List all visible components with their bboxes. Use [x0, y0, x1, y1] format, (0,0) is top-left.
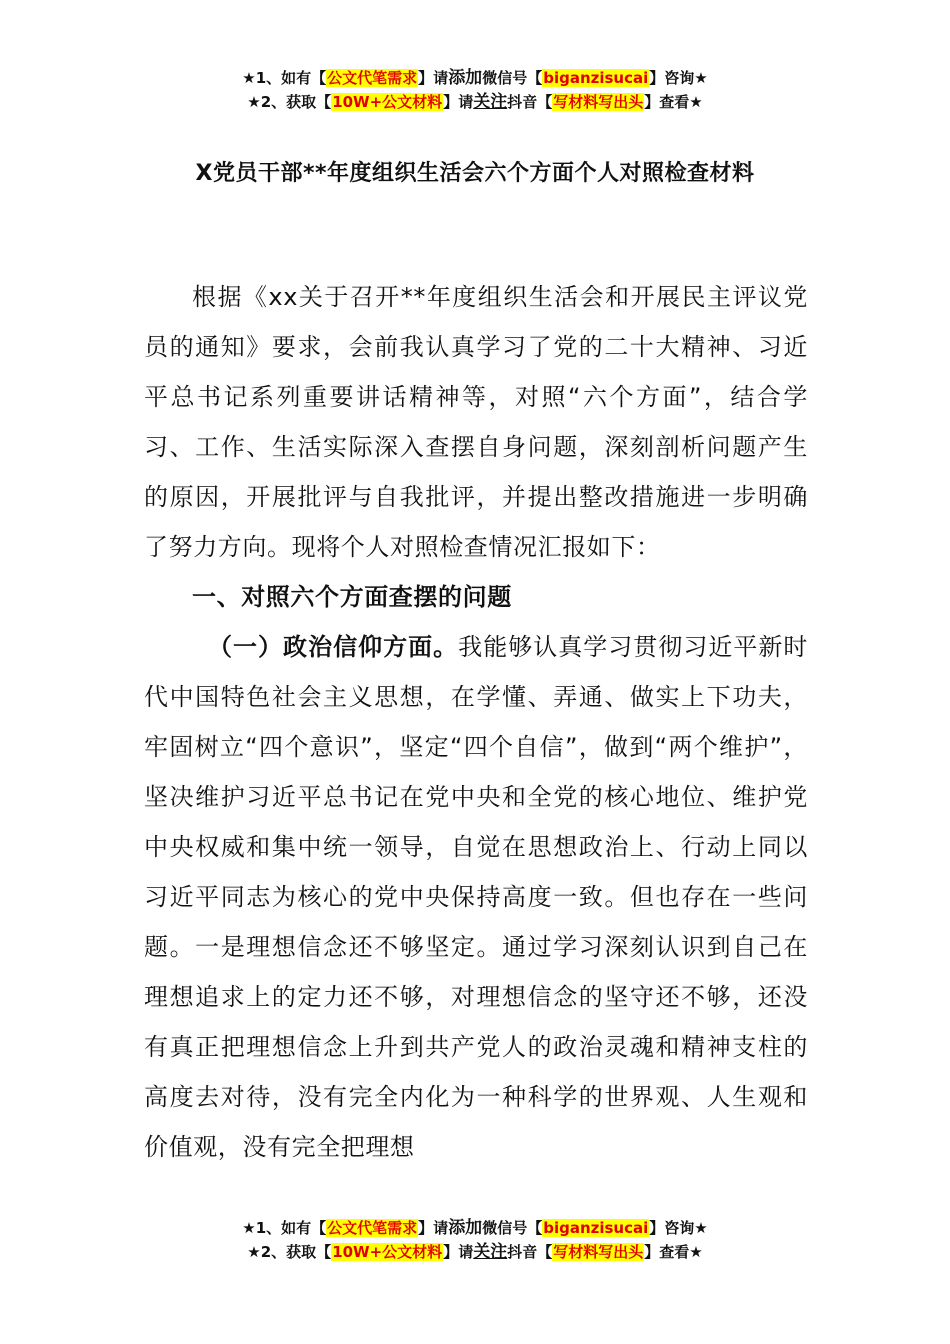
- banner-text: 】咨询★: [649, 69, 708, 87]
- banner-highlight: biganzisucai: [543, 1219, 649, 1237]
- header-banner: [0, 66, 950, 114]
- banner-highlight: 10W+公文材料: [332, 1243, 443, 1261]
- banner-text: 】请: [418, 1219, 449, 1237]
- banner-text: ★1、如有【: [242, 1219, 327, 1237]
- banner-highlight: 公文代笔需求: [327, 1219, 418, 1237]
- banner-highlight: 公文代笔需求: [327, 69, 418, 87]
- banner-text: 】咨询★: [649, 1219, 708, 1237]
- section-heading: 一、对照六个方面查摆的问题: [192, 583, 512, 611]
- subsection-heading: （一）政治信仰方面。: [208, 633, 459, 661]
- banner-line-1: [0, 66, 950, 90]
- banner-highlight: 写材料写出头: [553, 93, 644, 111]
- banner-text: 关注: [473, 1242, 508, 1262]
- banner-text: 添加: [448, 1218, 483, 1238]
- banner-text: 微信号【: [482, 1219, 543, 1237]
- banner-highlight: 写材料写出头: [553, 1243, 644, 1261]
- banner-text: 】请: [443, 1243, 474, 1261]
- banner-text: ★2、获取【: [247, 1243, 332, 1261]
- banner-text: 微信号【: [482, 69, 543, 87]
- subsection-text: 我能够认真学习贯彻习近平新时代中国特色社会主义思想，在学懂、弄通、做实上下功夫，牢固树立“四个意识”，坚定“四个自信”，做到“两个维护”，坚决维护习近平总书记在党中央和全党的核心地位、维护党中央权威和集中统一领导，自觉在思想政治上、行动上同以习近平同志为核心的党中央保持高度一致。但也存在一些问题。一是理想信念还不够坚定。通过学习深刻认识到自己在理想追求上的定力还不够，对理想信念的坚守还不够，还没有真正把理想信念上升到共产党人的政治灵魂和精神支柱的高度去对待，没有完全内化为一种科学的世界观、人生观和价值观，没有完全把理想: [144, 633, 808, 1161]
- subsection-paragraph: [144, 622, 808, 1172]
- banner-highlight: biganzisucai: [543, 69, 649, 87]
- document-title: X党员干部**年度组织生活会六个方面个人对照检查材料: [195, 161, 755, 186]
- footer-banner: [0, 1216, 950, 1264]
- banner-text: 】查看★: [644, 1243, 703, 1261]
- banner-text: 添加: [448, 68, 483, 88]
- banner-text: 】请: [418, 69, 449, 87]
- banner-line-2: [0, 1240, 950, 1264]
- banner-text: 抖音【: [507, 1243, 553, 1261]
- banner-highlight: 10W+公文材料: [332, 93, 443, 111]
- document-body: [144, 272, 808, 1172]
- banner-text: 抖音【: [507, 93, 553, 111]
- banner-text: ★2、获取【: [247, 93, 332, 111]
- intro-paragraph: 根据《xx关于召开**年度组织生活会和开展民主评议党员的通知》要求，会前我认真学习了党的二十大精神、习近平总书记系列重要讲话精神等，对照“六个方面”，结合学习、工作、生活实际深入查摆自身问题，深刻剖析问题产生的原因，开展批评与自我批评，并提出整改措施进一步明确了努力方向。现将个人对照检查情况汇报如下：: [144, 283, 808, 561]
- banner-line-2: [0, 90, 950, 114]
- banner-text: ★1、如有【: [242, 69, 327, 87]
- banner-text: 关注: [473, 92, 508, 112]
- banner-line-1: [0, 1216, 950, 1240]
- banner-text: 】请: [443, 93, 474, 111]
- banner-text: 】查看★: [644, 93, 703, 111]
